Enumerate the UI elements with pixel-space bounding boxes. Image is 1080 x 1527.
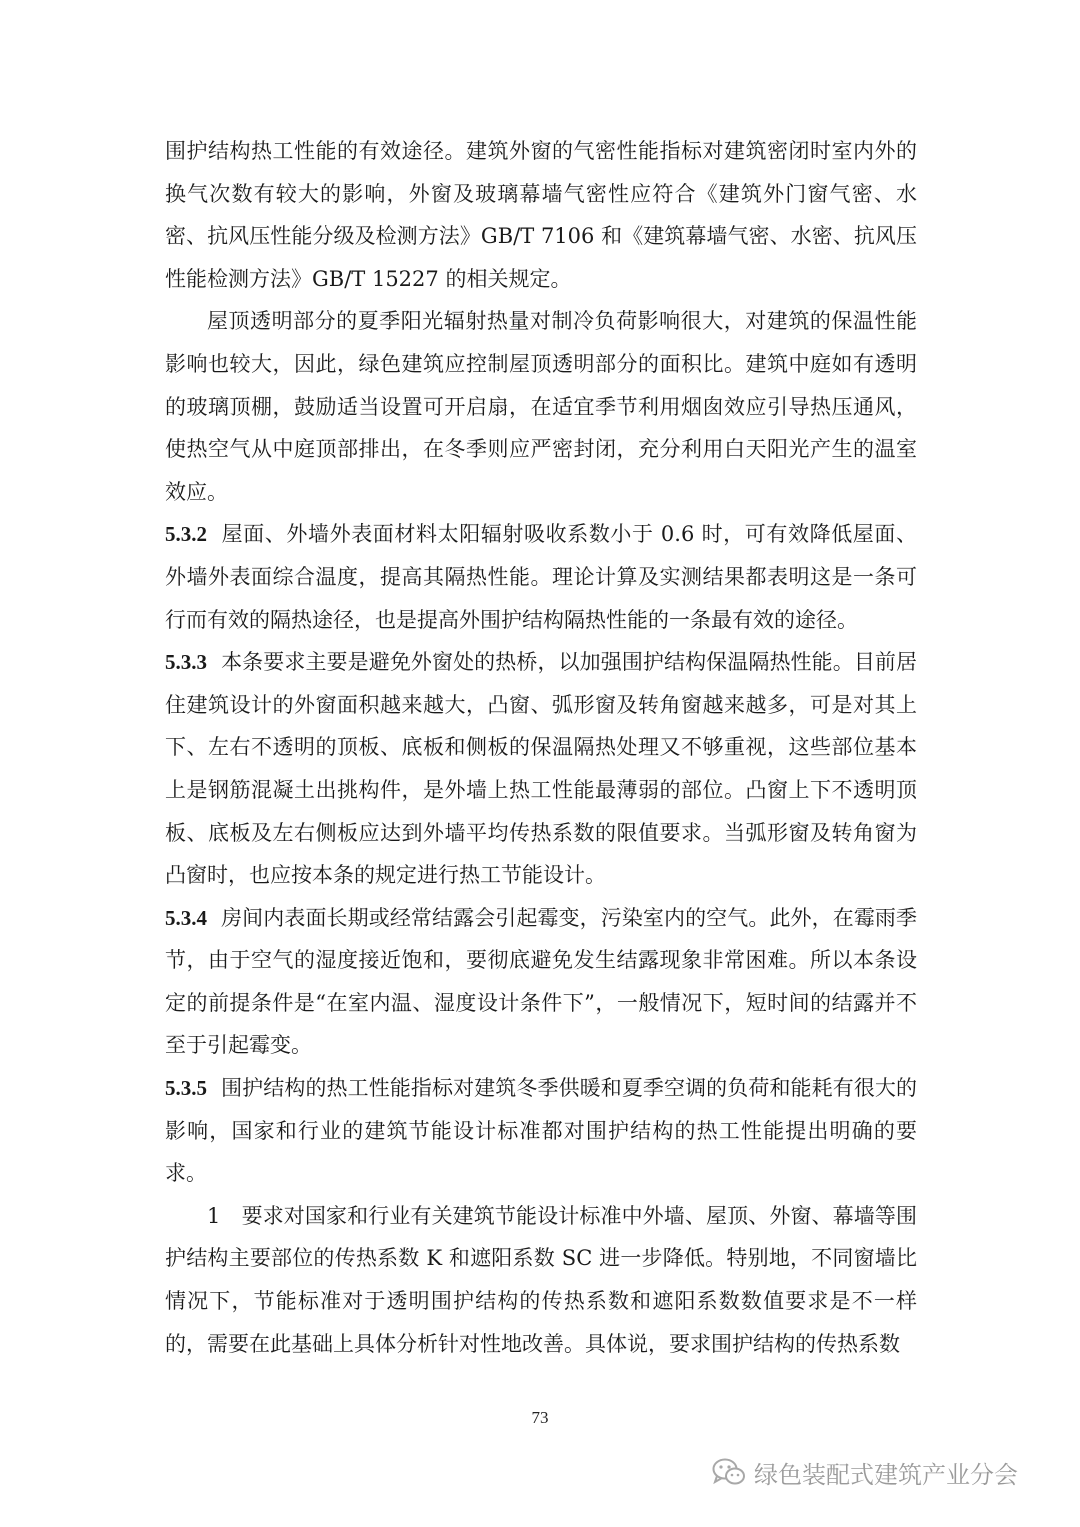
paragraph: 屋顶透明部分的夏季阳光辐射热量对制冷负荷影响很大，对建筑的保温性能影响也较大，因此，绿色建筑应控制屋顶透明部分的面积比。建筑中庭如有透明的玻璃顶棚，鼓励适当设置可开启扇，在适宜季节利用烟囱效应引导热压通风，使热空气从中庭顶部排出，在冬季则应严密封闭，充分利用白天阳光产生的温室效应。 xyxy=(165,309,917,504)
clause-text: 房间内表面长期或经常结露会引起霉变，污染室内的空气。此外，在霉雨季节，由于空气的湿度接近饱和，要彻底避免发生结露现象非常困难。所以本条设定的前提条件是“在室内温、湿度设计条件下”，一般情况下，短时间的结露并不至于引起霉变。 xyxy=(165,905,917,1058)
list-item: 1 要求对国家和行业有关建筑节能设计标准中外墙、屋顶、外窗、幕墙等围护结构主要部位的传热系数 K 和遮阳系数 SC 进一步降低。特别地，不同窗墙比情况下，节能标准对于透明围护结构的传热系数和遮阳系数数值要求是不一样的，需要在此基础上具体分析针对性地改善。具体说，要求围护结构的传热系数 xyxy=(165,1203,917,1356)
body-text xyxy=(165,130,917,1365)
clause-5-3-4 xyxy=(165,897,917,1067)
clause-5-3-2 xyxy=(165,513,917,641)
watermark xyxy=(712,1452,1018,1492)
clause-number: 5.3.3 xyxy=(165,650,207,675)
clause-text: 屋面、外墙外表面材料太阳辐射吸收系数小于 0.6 时，可有效降低屋面、外墙外表面综合温度，提高其隔热性能。理论计算及实测结果都表明这是一条可行而有效的隔热途径，也是提高外围护结构隔热性能的一条最有效的途径。 xyxy=(165,522,917,632)
clause-5-3-5 xyxy=(165,1067,917,1195)
clause-5-3-3 xyxy=(165,641,917,897)
clause-number: 5.3.5 xyxy=(165,1076,207,1101)
clause-number: 5.3.4 xyxy=(165,905,207,930)
page-number: 73 xyxy=(531,1408,549,1427)
clause-text: 围护结构的热工性能指标对建筑冬季供暖和夏季空调的负荷和能耗有很大的影响，国家和行业的建筑节能设计标准都对围护结构的热工性能提出明确的要求。 xyxy=(165,1076,917,1186)
watermark-text: 绿色装配式建筑产业分会 xyxy=(754,1460,1018,1489)
paragraph: 围护结构热工性能的有效途径。建筑外窗的气密性能指标对建筑密闭时室内外的换气次数有较大的影响，外窗及玻璃幕墙气密性应符合《建筑外门窗气密、水密、抗风压性能分级及检测方法》GB/T 7106 和《建筑幕墙气密、水密、抗风压性能检测方法》GB/T 15227 的相关规定。 xyxy=(165,139,917,291)
clause-text: 本条要求主要是避免外窗处的热桥，以加强围护结构保温隔热性能。目前居住建筑设计的外窗面积越来越大，凸窗、弧形窗及转角窗越来越多，可是对其上下、左右不透明的顶板、底板和侧板的保温隔热处理又不够重视，这些部位基本上是钢筋混凝土出挑构件，是外墙上热工性能最薄弱的部位。凸窗上下不透明顶板、底板及左右侧板应达到外墙平均传热系数的限值要求。当弧形窗及转角窗为凸窗时，也应按本条的规定进行热工节能设计。 xyxy=(165,650,917,888)
clause-number: 5.3.2 xyxy=(165,522,207,547)
wechat-icon xyxy=(712,1457,746,1487)
